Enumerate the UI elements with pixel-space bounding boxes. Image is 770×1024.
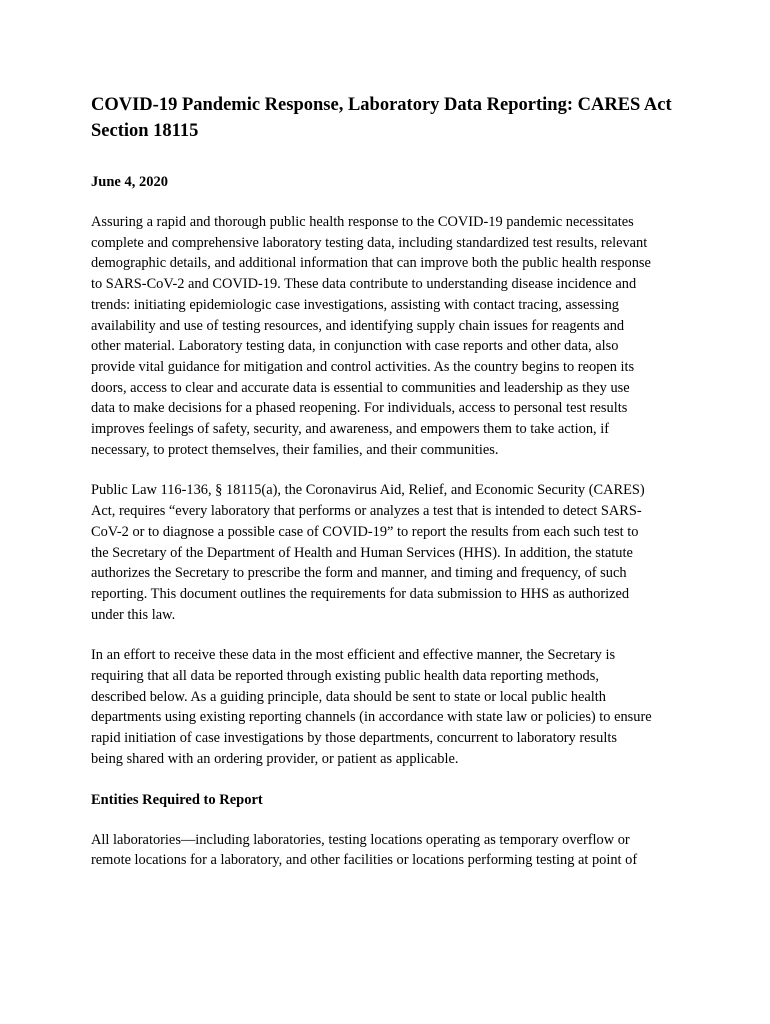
paragraph-line: remote locations for a laboratory, and other facilities or locations performing testing at point of <box>91 852 638 869</box>
paragraph-line: doors, access to clear and accurate data is essential to communities and leadership as they use <box>91 379 630 396</box>
paragraph-line: Public Law 116-136, § 18115(a), the Coronavirus Aid, Relief, and Economic Security (CARES) <box>91 482 645 499</box>
paragraph-line: reporting. This document outlines the requirements for data submission to HHS as authorized <box>91 585 630 602</box>
paragraph-purpose <box>91 212 691 460</box>
paragraph-line: Act, requires “every laboratory that performs or analyzes a test that is intended to detect SARS- <box>91 503 642 520</box>
paragraph-line: All laboratories—including laboratories, testing locations operating as temporary overflow or <box>91 831 630 848</box>
paragraph-line: CoV-2 or to diagnose a possible case of COVID-19” to report the results from each such test to <box>91 523 639 540</box>
paragraph-line: Assuring a rapid and thorough public health response to the COVID-19 pandemic necessitates <box>91 214 634 230</box>
paragraph-line: provide vital guidance for mitigation and control activities. As the country begins to reopen its <box>91 358 635 375</box>
paragraph-line: improves feelings of safety, security, and awareness, and empowers them to take action, if <box>91 421 610 438</box>
paragraph-line: under this law. <box>91 606 176 623</box>
paragraph-line: being shared with an ordering provider, or patient as applicable. <box>91 750 459 767</box>
paragraph-line: to SARS-CoV-2 and COVID-19. These data contribute to understanding disease incidence and <box>91 276 637 293</box>
paragraph-line: data to make decisions for a phased reopening. For individuals, access to personal test results <box>91 400 628 417</box>
paragraph-line: trends: initiating epidemiologic case investigations, assisting with contact tracing, assessing <box>91 296 619 313</box>
document-body <box>91 92 691 871</box>
document-title <box>91 92 691 144</box>
paragraph-line: demographic details, and additional information that can improve both the public health response <box>91 255 651 272</box>
section-heading: Entities Required to Report <box>91 791 263 808</box>
title-line: COVID-19 Pandemic Response, Laboratory Data Reporting: CARES Act <box>91 95 672 115</box>
paragraph-reporting-methods <box>91 645 691 769</box>
paragraph-line: departments using existing reporting channels (in accordance with state law or policies) to ensure <box>91 709 652 726</box>
paragraph-line: rapid initiation of case investigations by those departments, concurrent to laboratory results <box>91 730 617 747</box>
paragraph-line: authorizes the Secretary to prescribe the form and manner, and timing and frequency, of such <box>91 565 627 582</box>
paragraph-line: requiring that all data be reported through existing public health data reporting methods, <box>91 668 599 685</box>
document-date: June 4, 2020 <box>91 174 168 190</box>
paragraph-line: availability and use of testing resources, and identifying supply chain issues for reagents and <box>91 317 625 334</box>
paragraph-line: the Secretary of the Department of Health and Human Services (HHS). In addition, the statute <box>91 544 633 561</box>
paragraph-entities <box>91 830 691 871</box>
paragraph-line: other material. Laboratory testing data, in conjunction with case reports and other data, also <box>91 338 619 355</box>
paragraph-public-law <box>91 480 691 625</box>
paragraph-line: necessary, to protect themselves, their families, and their communities. <box>91 441 499 458</box>
paragraph-line: In an effort to receive these data in the most efficient and effective manner, the Secretary is <box>91 647 616 664</box>
paragraph-line: complete and comprehensive laboratory testing data, including standardized test results, relevant <box>91 234 648 251</box>
title-line: Section 18115 <box>91 121 199 141</box>
paragraph-line: described below. As a guiding principle, data should be sent to state or local public health <box>91 688 606 705</box>
